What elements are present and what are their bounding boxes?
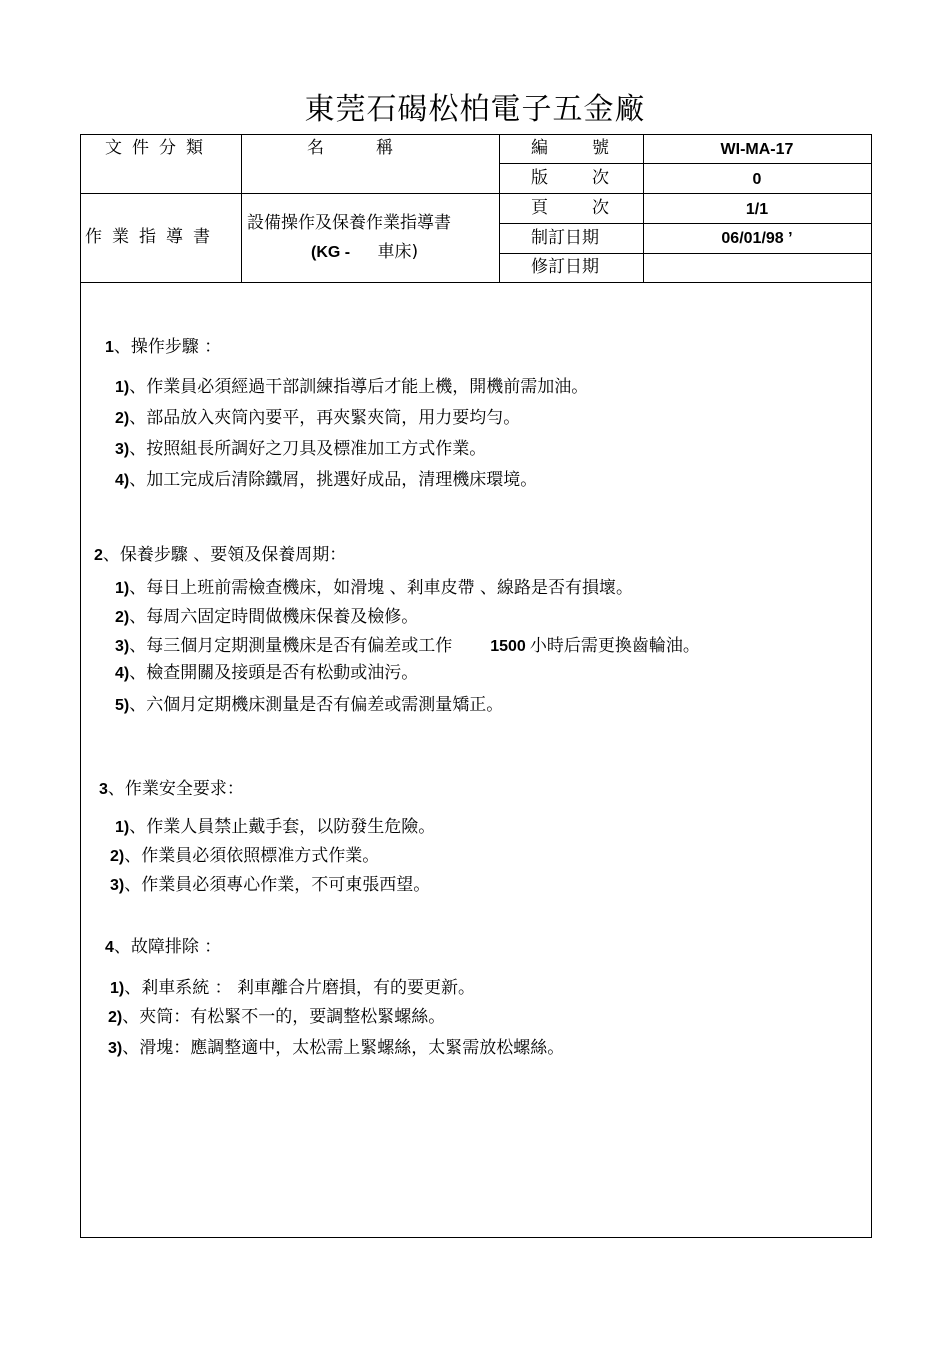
section-heading: 1、操作步驟 ： [105, 337, 222, 357]
name-label: 名稱 [307, 138, 445, 158]
section-heading: 3、作業安全要求： [99, 779, 244, 799]
list-item: 3)、滑塊：應調整適中，太松需上緊螺絲，太緊需放松螺絲。 [108, 1038, 565, 1058]
divider [81, 282, 871, 283]
document-frame [80, 134, 872, 1238]
list-item: 2)、部品放入夾筒內要平，再夾緊夾筒，用力要均勻。 [115, 408, 521, 428]
divider [499, 193, 871, 194]
list-item: 2)、每周六固定時間做機床保養及檢修。 [115, 607, 419, 627]
list-item: 1)、每日上班前需檢查機床，如滑塊 、剎車皮帶 、線路是否有損壞。 [115, 578, 634, 598]
name-value-line1: 設備操作及保養作業指導書 [247, 213, 451, 233]
divider [499, 253, 871, 254]
field-label-version: 版 次 [531, 168, 609, 188]
field-label-number: 編 號 [531, 138, 609, 158]
model-code: (KG - [311, 244, 351, 261]
model-name: 車床) [377, 242, 419, 262]
field-value-number: WI-MA-17 [720, 141, 794, 158]
section-heading: 2、保養步驟 、要領及保養周期： [94, 545, 347, 565]
list-item: 2)、作業員必須依照標准方式作業。 [110, 846, 380, 866]
category-label: 文件分類 [105, 138, 213, 158]
list-item: 5)、六個月定期機床測量是否有偏差或需測量矯正。 [115, 695, 504, 715]
list-item: 1)、作業員必須經過干部訓練指導后才能上機，開機前需加油。 [115, 377, 589, 397]
category-value: 作業指導書 [85, 227, 220, 247]
divider [81, 193, 499, 194]
divider [499, 163, 871, 164]
list-item: 3)、按照組長所調好之刀具及標准加工方式作業。 [115, 439, 487, 459]
header-table [81, 135, 871, 283]
list-item: 1)、作業人員禁止戴手套，以防發生危險。 [115, 817, 436, 837]
name-value-line2 [311, 242, 418, 263]
list-item: 2)、夾筒：有松緊不一的，要調整松緊螺絲。 [108, 1007, 446, 1027]
divider [499, 135, 500, 283]
divider [241, 135, 242, 283]
list-item: 4)、加工完成后清除鐵屑，挑選好成品，清理機床環境。 [115, 470, 538, 490]
field-value-page: 1/1 [745, 201, 769, 218]
document-title: 東莞石碣松柏電子五金廠 [304, 92, 646, 127]
list-item: 3)、每三個月定期測量機床是否有偏差或工作 1500 小時后需更換齒輪油。 [115, 636, 700, 656]
section-heading: 4、故障排除 ： [105, 937, 222, 957]
list-item: 3)、作業員必須專心作業，不可東張西望。 [110, 875, 431, 895]
field-label-page: 頁 次 [531, 198, 609, 218]
list-item: 1)、剎車系統 ： 剎車離合片磨損，有的要更新。 [110, 978, 476, 998]
list-item: 4)、檢查開關及接頭是否有松動或油污。 [115, 663, 419, 683]
field-label-issue-date: 制訂日期 [531, 228, 599, 248]
field-value-issue-date: 06/01/98 ’ [721, 230, 793, 247]
field-value-version: 0 [752, 171, 762, 188]
divider [499, 223, 871, 224]
field-label-revision-date: 修訂日期 [531, 257, 599, 277]
